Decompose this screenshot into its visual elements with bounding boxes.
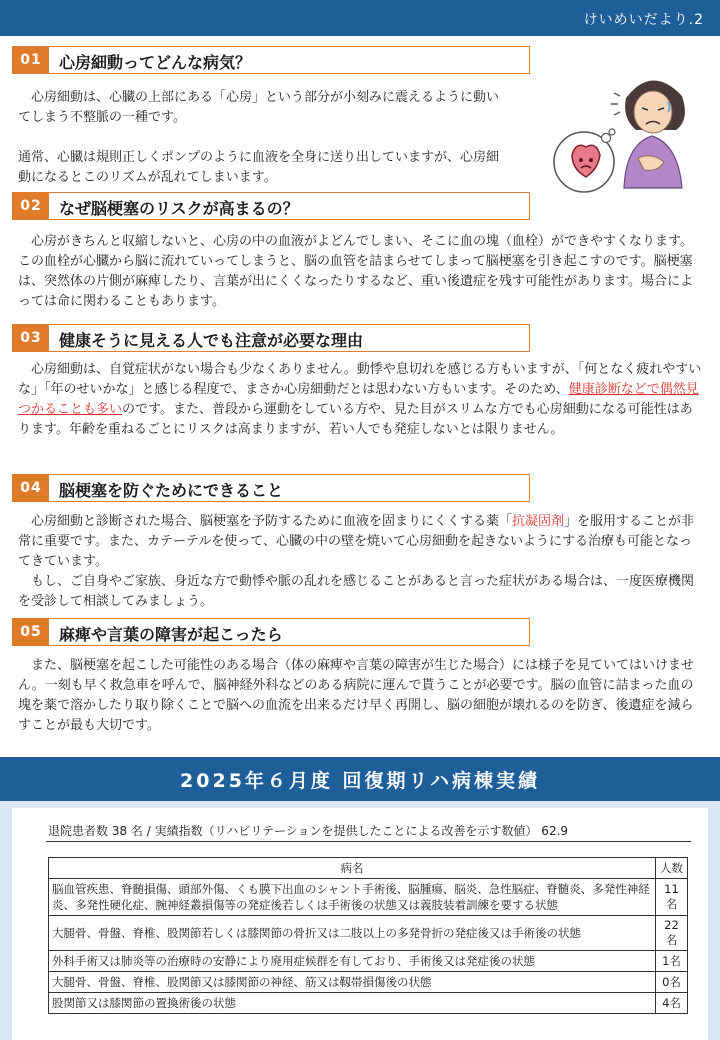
text-run: 心房細動と診断された場合、脳梗塞を予防するために血液を固まりにくくする薬「 [18, 514, 513, 529]
paragraph [18, 512, 702, 572]
section-title: 麻痺や言葉の障害が起こったら [59, 625, 283, 644]
table-header-row [49, 858, 688, 879]
paragraph [18, 360, 702, 440]
table-row [49, 993, 688, 1014]
banner-title: 2025年６月度 回復期リハ病棟実績 [180, 770, 540, 792]
count-cell: 11名 [656, 879, 688, 916]
section-number: 05 [13, 619, 49, 645]
section-01-header [12, 46, 530, 74]
paragraph: 心房細動は、心臓の上部にある「心房」という部分が小刻みに震えるように動いてしまう不整脈の一種です。 [18, 90, 500, 125]
section-03-header [12, 324, 530, 352]
section-number: 01 [13, 47, 49, 73]
count-cell: 22名 [656, 916, 688, 951]
section-02-body [18, 232, 702, 312]
paragraph: 通常、心臓は規則正しくポンプのように血液を全身に送り出していますが、心房細動になるとこのリズムが乱れてしまいます。 [18, 150, 500, 185]
section-01-body [18, 88, 504, 188]
section-03-body [18, 360, 702, 440]
count-cell: 4名 [656, 993, 688, 1014]
column-header-disease: 病名 [49, 858, 656, 879]
count-cell: 0名 [656, 972, 688, 993]
divider [46, 841, 691, 842]
section-05-header [12, 618, 530, 646]
highlighted-text: 抗凝固剤 [512, 514, 565, 529]
section-04-header [12, 474, 530, 502]
section-number: 02 [13, 193, 49, 219]
section-number: 04 [13, 475, 49, 501]
text-run: のです。また、普段から運動をしている方や、見た目がスリムな方でも心房細動になる可能性はあります。年齢を重ねるごとにリスクは高まりますが、若い人でも発症しないとは限りません。 [18, 402, 693, 437]
section-05-body [18, 656, 702, 736]
results-table [48, 857, 688, 1014]
table-row [49, 951, 688, 972]
section-04-body [18, 512, 702, 612]
column-header-count: 人数 [656, 858, 688, 879]
section-02-header [12, 192, 530, 220]
section-title: 心房細動ってどんな病気？ [59, 53, 252, 72]
disease-cell: 大腿骨、骨盤、脊椎、股関節又は膝関節の神経、筋又は靱帯損傷後の状態 [49, 972, 656, 993]
highlighted-text: 健康診断などで偶然見つかることも多い [18, 382, 699, 417]
section-title: 脳梗塞を防ぐためにできること [59, 481, 284, 500]
text-run: 」を服用することが非常に重要です。また、カテーテルを使って、心臓の中の壁を焼いて心房細動を起きないようにする治療も可能となってきています。 [18, 514, 695, 569]
table-row [49, 879, 688, 916]
disease-cell: 脳血管疾患、脊髄損傷、頭部外傷、くも膜下出血のシャント手術後、脳腫瘍、脳炎、急性脳症、脊髄炎、多発性神経炎、多発性硬化症、腕神経叢損傷等の発症後若しくは手術後の状態又は義肢装着訓練を要する状態 [49, 879, 656, 916]
paragraph: また、脳梗塞を起こした可能性のある場合（体の麻痺や言葉の障害が生じた場合）には様子を見ていてはいけません。一刻も早く救急車を呼んで、脳神経外科などのある病院に運んで貰うことが必要です。脳の血管に詰まった血の塊を薬で溶かしたり取り除くことで脳への血流を出来るだけ早く再開し、脳の細胞が壊れるのを防ぎ、後遺症を減らすことが最も大切です。 [18, 658, 695, 733]
count-cell: 1名 [656, 951, 688, 972]
discharge-summary: 退院患者数 38 名 / 実績指数（リハビリテーションを提供したことによる改善を示す数値） 62.9 [48, 824, 569, 838]
disease-cell: 外科手術又は肺炎等の治療時の安静により廃用症候群を有しており、手術後又は発症後の状態 [49, 951, 656, 972]
section-title: 健康そうに見える人でも注意が必要な理由 [59, 331, 364, 350]
section-number: 03 [13, 325, 49, 351]
table-row [49, 972, 688, 993]
text-run: 心房細動は、自覚症状がない場合も少なくありません。動悸や息切れを感じる方もいますが、「何となく疲れやすいな」「年のせいかな」と感じる程度で、まさか心房細動だとは思わない方もいます。そのため、 [18, 362, 702, 397]
section-title: なぜ脳梗塞のリスクが高まるの？ [59, 199, 299, 218]
paragraph: もし、ご自身やご家族、身近な方で動悸や脈の乱れを感じることがあると言った症状がある場合は、一度医療機関を受診して相談してみましょう。 [18, 574, 695, 609]
page-label: けいめいだより.2 [583, 12, 704, 28]
disease-cell: 大腿骨、骨盤、脊椎、股関節若しくは膝関節の骨折又は二肢以上の多発骨折の発症後又は手術後の状態 [49, 916, 656, 951]
top-bar [0, 0, 720, 36]
disease-cell: 股関節又は膝関節の置換術後の状態 [49, 993, 656, 1014]
results-banner [0, 757, 720, 801]
woman-chest-pain-heart-icon [552, 70, 712, 200]
paragraph: 心房がきちんと収縮しないと、心房の中の血液がよどんでしまい、そこに血の塊（血栓）ができやすくなります。この血栓が心臓から脳に流れていってしまうと、脳の血管を詰まらせてしまって脳梗塞を引き起こすのです。脳梗塞は、突然体の片側が麻痺したり、言葉が出にくくなったりするなど、重い後遺症を残す可能性があります。場合によっては命に関わることもあります。 [18, 234, 693, 309]
table-row [49, 916, 688, 951]
